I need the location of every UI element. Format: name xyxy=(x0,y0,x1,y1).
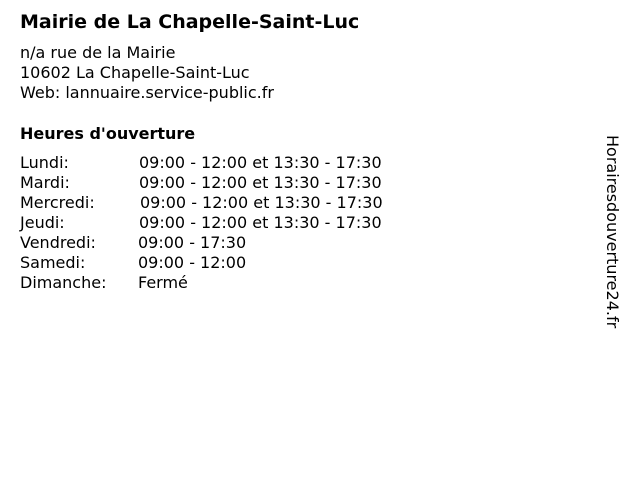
site-watermark: Horairesdouverture24.fr xyxy=(603,135,622,329)
day-label: Dimanche: xyxy=(20,273,107,292)
day-label: Vendredi: xyxy=(20,233,96,252)
day-label: Samedi: xyxy=(20,253,86,272)
hours-value: 09:00 - 12:00 et 13:30 - 17:30 xyxy=(139,173,382,192)
hours-value: 09:00 - 12:00 et 13:30 - 17:30 xyxy=(139,213,382,232)
hours-value: 09:00 - 12:00 xyxy=(138,253,247,272)
opening-hours-heading: Heures d'ouverture xyxy=(20,124,196,143)
day-label: Mercredi: xyxy=(20,193,95,212)
address-block xyxy=(20,43,274,103)
hours-value: Fermé xyxy=(138,273,188,292)
hours-value: 09:00 - 17:30 xyxy=(138,233,247,252)
day-label: Jeudi: xyxy=(20,213,65,232)
hours-value: 09:00 - 12:00 et 13:30 - 17:30 xyxy=(139,153,382,172)
address-street: n/a rue de la Mairie xyxy=(20,43,176,62)
day-label: Mardi: xyxy=(20,173,70,192)
page-title: Mairie de La Chapelle-Saint-Luc xyxy=(20,11,360,33)
address-city: 10602 La Chapelle-Saint-Luc xyxy=(20,63,250,82)
day-label: Lundi: xyxy=(20,153,69,172)
hours-value: 09:00 - 12:00 et 13:30 - 17:30 xyxy=(140,193,383,212)
address-web[interactable]: Web: lannuaire.service-public.fr xyxy=(20,83,274,102)
